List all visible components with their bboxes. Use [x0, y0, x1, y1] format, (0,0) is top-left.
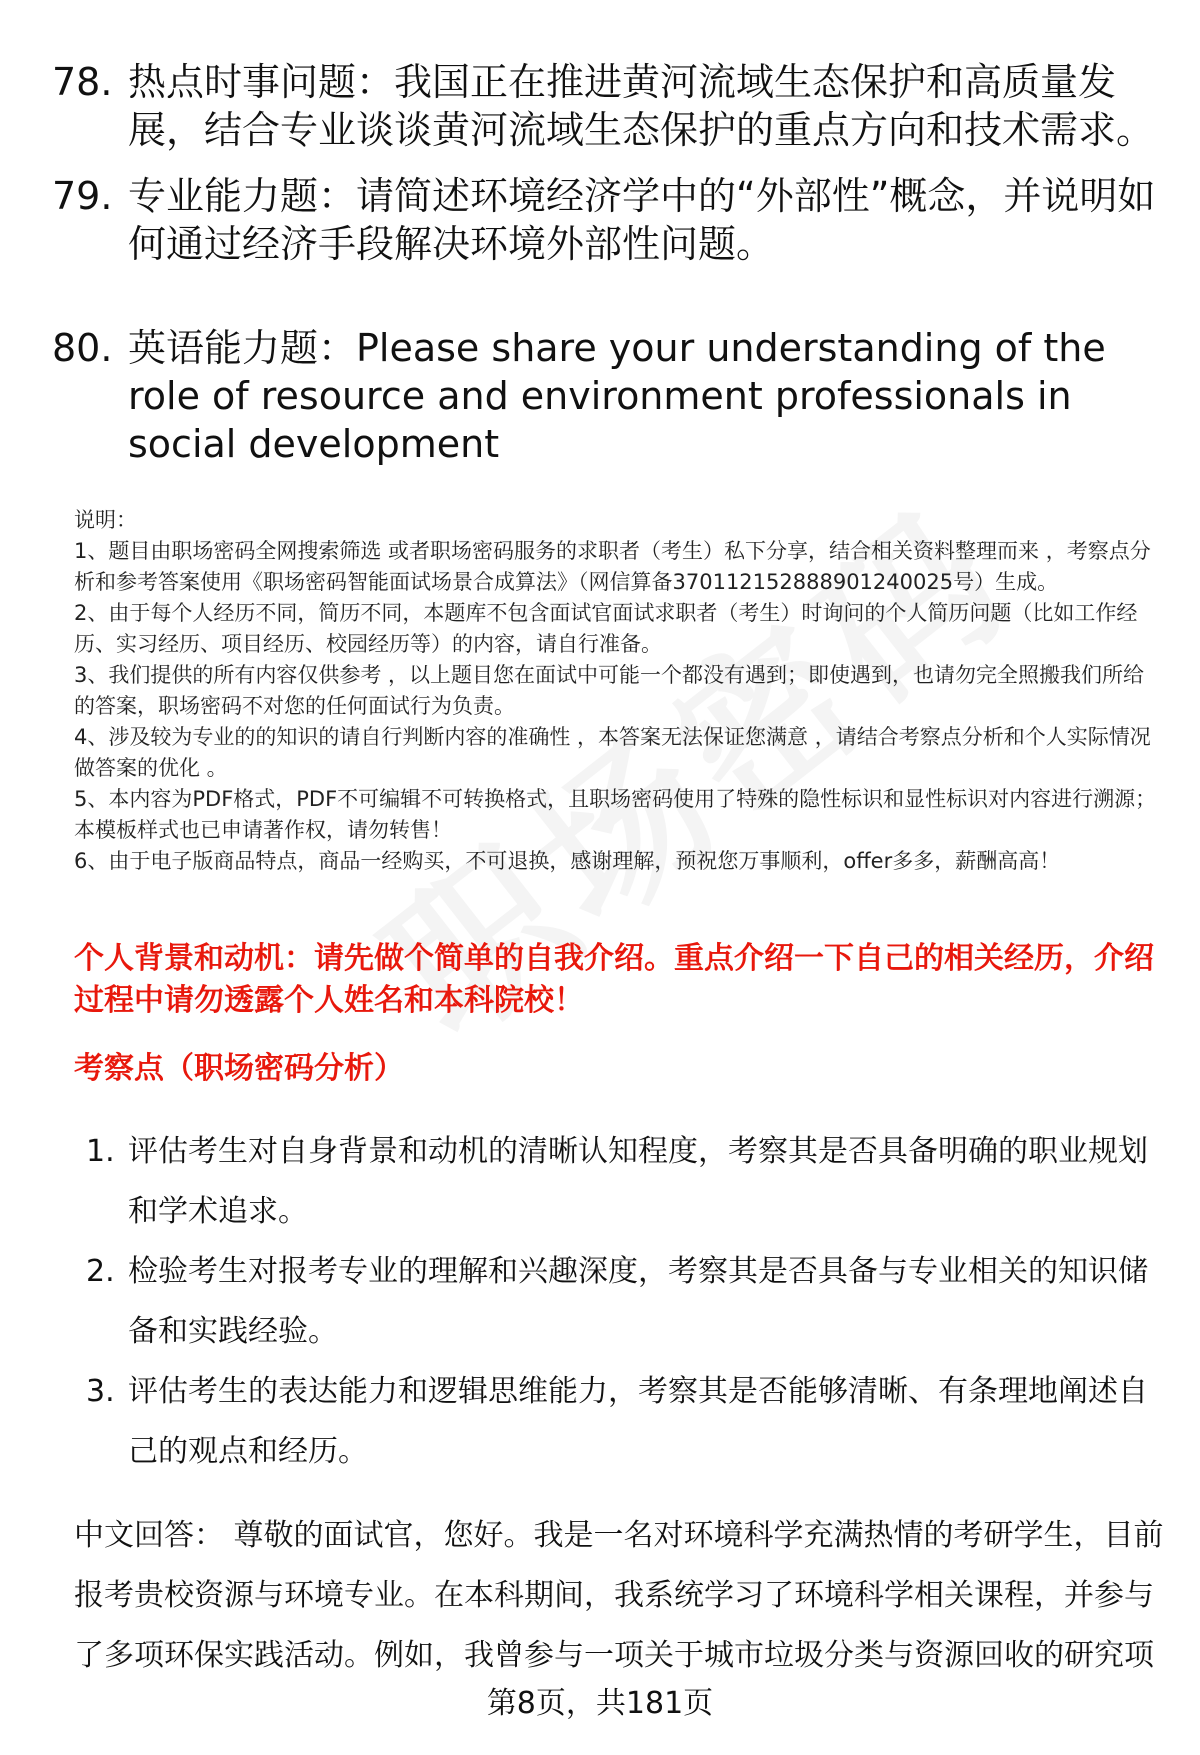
question-text: 专业能力题：请简述环境经济学中的“外部性”概念，并说明如何通过经济手段解决环境外部性问题。	[128, 174, 1156, 266]
list-item-text: 检验考生对报考专业的理解和兴趣深度，考察其是否具备与专业相关的知识储备和实践经验。	[128, 1254, 1148, 1349]
list-item-number: 1.	[86, 1134, 115, 1169]
list-item-text: 评估考生的表达能力和逻辑思维能力，考察其是否能够清晰、有条理地阐述自己的观点和经历。	[128, 1374, 1148, 1469]
list-item	[74, 1242, 1164, 1362]
analysis-points-heading: 考察点（职场密码分析）	[74, 1051, 404, 1086]
list-item-text: 评估考生对自身背景和动机的清晰认知程度，考察其是否具备明确的职业规划和学术追求。	[128, 1134, 1148, 1229]
interview-question-heading: 个人背景和动机：请先做个简单的自我介绍。重点介绍一下自己的相关经历，介绍过程中请勿透露个人姓名和本科院校！	[74, 941, 1154, 1018]
notes-item: 5、本内容为PDF格式，PDF不可编辑不可转换格式，且职场密码使用了特殊的隐性标识和显性标识对内容进行溯源；本模板样式也已申请著作权，请勿转售！	[74, 787, 1157, 842]
list-item	[74, 1122, 1164, 1242]
notes-item: 6、由于电子版商品特点，商品一经购买，不可退换，感谢理解，预祝您万事顺利，offer多多，薪酬高高！	[74, 849, 1061, 873]
question-80	[52, 324, 1162, 468]
answer-text: 尊敬的面试官，您好。我是一名对环境科学充满热情的考研学生，目前报考贵校资源与环境专业。在本科期间，我系统学习了环境科学相关课程，并参与了多项环保实践活动。例如，我曾参与一项关于城市垃圾分类与资源回收的研究项	[74, 1518, 1164, 1673]
question-number: 78.	[52, 60, 113, 104]
notes-item: 4、涉及较为专业的的知识的请自行判断内容的准确性 ，本答案无法保证您满意 ，请结合考察点分析和个人实际情况做答案的优化 。	[74, 725, 1151, 780]
question-number: 80.	[52, 326, 113, 370]
question-text: 英语能力题：Please share your understanding of the role of resource and environment professionals in social development	[128, 326, 1106, 466]
question-78	[52, 58, 1162, 154]
notes-title: 说明：	[74, 508, 137, 532]
chinese-answer	[74, 1506, 1164, 1686]
page-footer: 第8页，共181页	[486, 1686, 714, 1721]
analysis-points-list	[74, 1122, 1164, 1482]
question-79	[52, 172, 1162, 268]
notes-item: 3、我们提供的所有内容仅供参考 ，以上题目您在面试中可能一个都没有遇到；即使遇到，也请勿完全照搬我们所给的答案，职场密码不对您的任何面试行为负责。	[74, 663, 1145, 718]
list-item	[74, 1362, 1164, 1482]
notes-item: 2、由于每个人经历不同，简历不同，本题库不包含面试官面试求职者（考生）时询问的个人简历问题（比如工作经历、实习经历、项目经历、校园经历等）的内容，请自行准备。	[74, 601, 1138, 656]
list-item-number: 3.	[86, 1374, 115, 1409]
question-number: 79.	[52, 174, 113, 218]
notes-item: 1、题目由职场密码全网搜索筛选 或者职场密码服务的求职者（考生）私下分享，结合相关资料整理而来 ，考察点分析和参考答案使用《职场密码智能面试场景合成算法》（网信算备370112152888901240025号）生成。	[74, 539, 1151, 594]
list-item-number: 2.	[86, 1254, 115, 1289]
question-text: 热点时事问题：我国正在推进黄河流域生态保护和高质量发展，结合专业谈谈黄河流域生态保护的重点方向和技术需求。	[128, 60, 1155, 152]
notes-block	[74, 505, 1164, 877]
answer-label: 中文回答：	[74, 1518, 224, 1553]
